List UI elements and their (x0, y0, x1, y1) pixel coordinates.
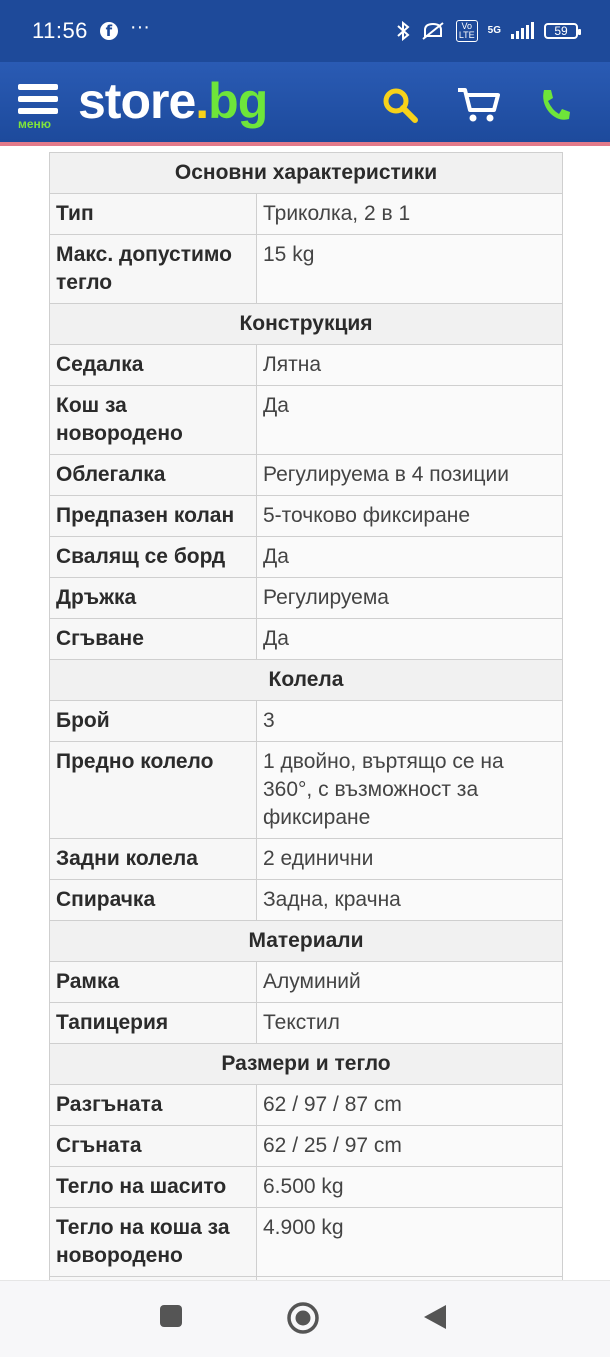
table-row (50, 235, 563, 304)
status-right (396, 20, 578, 42)
table-row (50, 880, 563, 921)
spec-key: Задни колела (50, 839, 257, 880)
recent-apps-icon[interactable] (158, 1303, 184, 1329)
back-icon[interactable] (422, 1303, 448, 1331)
spec-key: Предпазен колан (50, 496, 257, 537)
menu-button[interactable] (18, 84, 58, 120)
spec-key: Тегло на шасито (50, 1167, 257, 1208)
spec-key: Разгъната (50, 1085, 257, 1126)
section-title: Размери и тегло (50, 1044, 563, 1085)
table-row (50, 345, 563, 386)
spec-key: Дръжка (50, 578, 257, 619)
section-header-row (50, 304, 563, 345)
table-row (50, 1003, 563, 1044)
table-row (50, 839, 563, 880)
phone-icon[interactable] (538, 87, 572, 123)
spec-value: Регулируема (257, 578, 563, 619)
bluetooth-icon (396, 21, 410, 41)
spec-key: Тапицерия (50, 1003, 257, 1044)
battery-level: 59 (554, 24, 568, 38)
spec-value: 5-точково фиксиране (257, 496, 563, 537)
spec-key: Кош за новородено (50, 386, 257, 455)
spec-key: Свалящ се борд (50, 537, 257, 578)
spec-value: Да (257, 537, 563, 578)
table-row (50, 578, 563, 619)
spec-key: Седалка (50, 345, 257, 386)
spec-value: Текстил (257, 1003, 563, 1044)
spec-value: Лятна (257, 345, 563, 386)
logo-tld: bg (208, 73, 268, 129)
section-header-row (50, 921, 563, 962)
more-notifications-icon: ··· (129, 16, 150, 38)
spec-value: 1 двойно, въртящо се на 360°, с възможност за фиксиране (257, 742, 563, 839)
table-row (50, 1208, 563, 1277)
spec-value: Да (257, 386, 563, 455)
spec-key: Облегалка (50, 455, 257, 496)
spec-value: 4.900 kg (257, 1208, 563, 1277)
spec-key: Предно колело (50, 742, 257, 839)
status-time: 11:56 (32, 18, 88, 43)
table-row (50, 742, 563, 839)
header-actions (382, 86, 572, 124)
specifications-table (49, 152, 563, 1318)
spec-value: Да (257, 619, 563, 660)
table-row (50, 1126, 563, 1167)
spec-key: Тип (50, 194, 257, 235)
spec-value: Задна, крачна (257, 880, 563, 921)
table-row (50, 701, 563, 742)
section-title: Конструкция (50, 304, 563, 345)
spec-key: Спирачка (50, 880, 257, 921)
store-logo[interactable] (78, 72, 267, 130)
section-header-row (50, 660, 563, 701)
spec-key: Сгъната (50, 1126, 257, 1167)
menu-label[interactable]: меню (18, 117, 52, 131)
status-left (32, 18, 150, 44)
spec-value: 15 kg (257, 235, 563, 304)
battery-icon (544, 23, 578, 39)
table-row (50, 962, 563, 1003)
spec-value: Регулируема в 4 позиции (257, 455, 563, 496)
mute-icon (420, 21, 446, 41)
section-title: Колела (50, 660, 563, 701)
table-row (50, 496, 563, 537)
spec-value: Алуминий (257, 962, 563, 1003)
section-title: Материали (50, 921, 563, 962)
search-icon[interactable] (382, 87, 418, 123)
table-row (50, 455, 563, 496)
table-row (50, 386, 563, 455)
table-row (50, 619, 563, 660)
volte-icon: Vo LTE (456, 20, 478, 42)
cart-icon[interactable] (456, 86, 500, 124)
table-row (50, 1085, 563, 1126)
table-row (50, 194, 563, 235)
signal-icon (511, 23, 534, 39)
table-row (50, 1167, 563, 1208)
site-header (0, 62, 610, 146)
spec-key: Сгъване (50, 619, 257, 660)
spec-key: Макс. допустимо тегло (50, 235, 257, 304)
spec-value: 62 / 97 / 87 cm (257, 1085, 563, 1126)
spec-value: 62 / 25 / 97 cm (257, 1126, 563, 1167)
section-title: Основни характеристики (50, 153, 563, 194)
spec-value: Триколка, 2 в 1 (257, 194, 563, 235)
table-row (50, 537, 563, 578)
system-navigation-bar (0, 1280, 610, 1357)
spec-value: 2 единични (257, 839, 563, 880)
spec-value: 6.500 kg (257, 1167, 563, 1208)
spec-value: 3 (257, 701, 563, 742)
facebook-notification-icon: f (100, 22, 118, 40)
logo-main: store (78, 73, 196, 129)
section-header-row (50, 153, 563, 194)
status-bar (0, 0, 610, 62)
section-header-row (50, 1044, 563, 1085)
spec-key: Рамка (50, 962, 257, 1003)
network-type: 5G (487, 25, 501, 36)
logo-dot: . (195, 73, 209, 129)
home-icon[interactable] (286, 1301, 320, 1335)
spec-key: Брой (50, 701, 257, 742)
spec-key: Тегло на коша за новородено (50, 1208, 257, 1277)
